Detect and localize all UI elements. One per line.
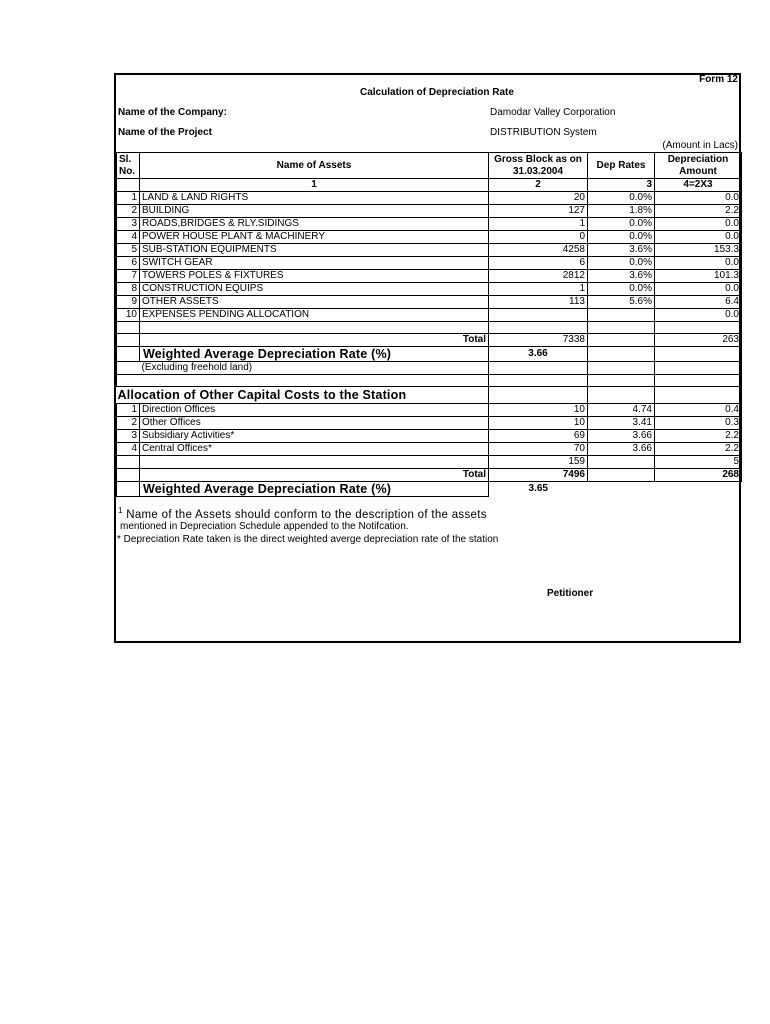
asset-gross: 2812 — [489, 270, 588, 283]
spacer-row — [117, 375, 742, 387]
asset-name: EXPENSES PENDING ALLOCATION — [140, 309, 489, 322]
grand-total-amount: 268 — [655, 469, 742, 482]
asset-row — [117, 218, 742, 231]
asset-row — [117, 205, 742, 218]
amount-header-line1: Depreciation — [667, 153, 729, 165]
asset-sl: 2 — [117, 205, 140, 218]
asset-amount: 0.0 — [655, 257, 742, 270]
wadr2-value: 3.65 — [528, 483, 548, 495]
empty-cell — [588, 362, 655, 375]
rate-header: Dep Rates — [588, 153, 655, 179]
total-label: Total — [140, 334, 489, 347]
alloc-sl: 4 — [117, 443, 140, 456]
sl-header-line2: No. — [119, 165, 136, 177]
asset-amount: 0.0 — [655, 231, 742, 244]
asset-name: LAND & LAND RIGHTS — [140, 192, 489, 205]
alloc-gross: 10 — [489, 404, 588, 417]
col-number-4: 4=2X3 — [655, 179, 742, 192]
alloc-amount: 2.2 — [655, 430, 742, 443]
alloc-rate: 3.66 — [588, 430, 655, 443]
empty-cell — [588, 322, 655, 334]
asset-row — [117, 296, 742, 309]
amount-header — [655, 153, 742, 179]
alloc-subtotal-row — [117, 456, 742, 469]
asset-sl: 10 — [117, 309, 140, 322]
empty-cell — [117, 482, 140, 497]
asset-name: SUB-STATION EQUIPMENTS — [140, 244, 489, 257]
gross-header-line2: 31.03.2004 — [512, 165, 564, 177]
sl-header — [117, 153, 140, 179]
alloc-amount: 2.2 — [655, 443, 742, 456]
excl-note: (Excluding freehold land) — [140, 362, 489, 375]
empty-cell — [655, 347, 742, 362]
footnote3: * Depreciation Rate taken is the direct weighted averge depreciation rate of the station — [117, 534, 499, 545]
empty-cell — [117, 322, 140, 334]
gross-header-line1: Gross Block as on — [494, 153, 582, 165]
empty-cell — [489, 322, 588, 334]
alloc-name: Subsidiary Activities* — [140, 430, 489, 443]
alloc-row — [117, 417, 742, 430]
project-value: DISTRIBUTION System — [490, 127, 597, 138]
asset-sl: 9 — [117, 296, 140, 309]
asset-row — [117, 192, 742, 205]
footnote2: mentioned in Depreciation Schedule appended to the Notifcation. — [120, 521, 409, 532]
col-number-3: 3 — [588, 179, 655, 192]
empty-cell — [117, 469, 140, 482]
project-label: Name of the Project — [118, 127, 212, 138]
total-amount: 263 — [655, 334, 742, 347]
asset-row — [117, 231, 742, 244]
asset-row — [117, 257, 742, 270]
table-body — [117, 153, 742, 497]
total-row — [117, 334, 742, 347]
alloc-heading: Allocation of Other Capital Costs to the Station — [117, 387, 489, 404]
asset-gross — [489, 309, 588, 322]
empty-cell — [489, 362, 588, 375]
amount-header-line2: Amount — [679, 165, 717, 177]
asset-name: ROADS,BRIDGES & RLY.SIDINGS — [140, 218, 489, 231]
asset-gross: 0 — [489, 231, 588, 244]
asset-name: CONSTRUCTION EQUIPS — [140, 283, 489, 296]
asset-gross: 20 — [489, 192, 588, 205]
alloc-sl: 3 — [117, 430, 140, 443]
asset-amount: 0.0 — [655, 283, 742, 296]
asset-rate: 1.8% — [588, 205, 655, 218]
empty-cell — [117, 362, 140, 375]
form-label: Form 12 — [699, 74, 738, 85]
alloc-gross: 10 — [489, 417, 588, 430]
alloc-rate: 3.41 — [588, 417, 655, 430]
asset-name: TOWERS POLES & FIXTURES — [140, 270, 489, 283]
alloc-sub-amount: 5 — [655, 456, 742, 469]
asset-name: SWITCH GEAR — [140, 257, 489, 270]
footnote-line1 — [118, 506, 487, 521]
alloc-row — [117, 404, 742, 417]
alloc-row — [117, 443, 742, 456]
empty-cell — [140, 456, 489, 469]
alloc-sl: 2 — [117, 417, 140, 430]
empty-cell — [117, 334, 140, 347]
empty-cell — [140, 375, 489, 387]
grand-total-row — [117, 469, 742, 482]
asset-gross: 127 — [489, 205, 588, 218]
empty-cell — [588, 387, 655, 404]
empty-cell — [489, 375, 588, 387]
asset-amount: 6.4 — [655, 296, 742, 309]
grand-total-label: Total — [140, 469, 489, 482]
empty-cell — [655, 362, 742, 375]
empty-cell — [117, 456, 140, 469]
wadr-row — [117, 347, 742, 362]
asset-rate: 0.0% — [588, 218, 655, 231]
grand-total-gross: 7496 — [489, 469, 588, 482]
col-number-2: 2 — [489, 179, 588, 192]
empty-cell — [588, 482, 655, 497]
alloc-gross: 69 — [489, 430, 588, 443]
wadr2-row — [117, 482, 742, 497]
asset-gross: 113 — [489, 296, 588, 309]
asset-sl: 5 — [117, 244, 140, 257]
asset-sl: 6 — [117, 257, 140, 270]
empty-cell — [655, 387, 742, 404]
spacer-row — [117, 322, 742, 334]
alloc-rate: 4.74 — [588, 404, 655, 417]
sl-header-line1: Sl. — [119, 153, 132, 165]
col-number-1: 1 — [140, 179, 489, 192]
alloc-gross: 70 — [489, 443, 588, 456]
empty-cell — [655, 482, 742, 497]
depreciation-table — [116, 152, 742, 497]
wadr2-label: Weighted Average Depreciation Rate (%) — [140, 482, 489, 497]
empty-cell — [588, 456, 655, 469]
asset-amount: 101.3 — [655, 270, 742, 283]
asset-name: BUILDING — [140, 205, 489, 218]
asset-gross: 4258 — [489, 244, 588, 257]
gross-header — [489, 153, 588, 179]
empty-cell — [588, 469, 655, 482]
alloc-amount: 0.4 — [655, 404, 742, 417]
asset-sl: 4 — [117, 231, 140, 244]
asset-name: POWER HOUSE PLANT & MACHINERY — [140, 231, 489, 244]
company-label: Name of the Company: — [118, 107, 227, 118]
asset-sl: 7 — [117, 270, 140, 283]
asset-row — [117, 309, 742, 322]
col-number-blank — [117, 179, 140, 192]
alloc-heading-row — [117, 387, 742, 404]
empty-cell — [140, 322, 489, 334]
footnote-mark: 1 — [118, 506, 123, 515]
asset-name: OTHER ASSETS — [140, 296, 489, 309]
asset-rate: 3.6% — [588, 270, 655, 283]
name-header: Name of Assets — [140, 153, 489, 179]
asset-rate: 5.6% — [588, 296, 655, 309]
page-title: Calculation of Depreciation Rate — [360, 87, 514, 98]
wadr-value: 3.66 — [489, 347, 588, 362]
empty-cell — [117, 347, 140, 362]
empty-cell — [655, 375, 742, 387]
alloc-name: Central Offices* — [140, 443, 489, 456]
asset-sl: 3 — [117, 218, 140, 231]
alloc-sl: 1 — [117, 404, 140, 417]
asset-gross: 1 — [489, 218, 588, 231]
asset-rate: 0.0% — [588, 231, 655, 244]
asset-amount: 0.0 — [655, 309, 742, 322]
empty-cell — [655, 322, 742, 334]
amount-note: (Amount in Lacs) — [662, 140, 738, 151]
asset-gross: 6 — [489, 257, 588, 270]
asset-row — [117, 244, 742, 257]
asset-sl: 1 — [117, 192, 140, 205]
asset-row — [117, 283, 742, 296]
alloc-amount: 0.3 — [655, 417, 742, 430]
asset-rate — [588, 309, 655, 322]
asset-rate: 0.0% — [588, 192, 655, 205]
asset-row — [117, 270, 742, 283]
asset-rate: 3.6% — [588, 244, 655, 257]
asset-sl: 8 — [117, 283, 140, 296]
excl-row — [117, 362, 742, 375]
alloc-sub-gross: 159 — [489, 456, 588, 469]
empty-cell — [117, 375, 140, 387]
company-value: Damodar Valley Corporation — [490, 107, 616, 118]
asset-amount: 2.2 — [655, 205, 742, 218]
asset-amount: 0.0 — [655, 192, 742, 205]
alloc-rate: 3.66 — [588, 443, 655, 456]
empty-cell — [588, 334, 655, 347]
asset-amount: 0.0 — [655, 218, 742, 231]
footnote1: Name of the Assets should conform to the description of the assets — [126, 508, 487, 521]
wadr-label: Weighted Average Depreciation Rate (%) — [140, 347, 489, 362]
asset-rate: 0.0% — [588, 283, 655, 296]
alloc-name: Other Offices — [140, 417, 489, 430]
asset-amount: 153.3 — [655, 244, 742, 257]
alloc-name: Direction Offices — [140, 404, 489, 417]
petitioner-label: Petitioner — [547, 588, 594, 599]
empty-cell — [588, 347, 655, 362]
total-gross: 7338 — [489, 334, 588, 347]
asset-rate: 0.0% — [588, 257, 655, 270]
empty-cell — [588, 375, 655, 387]
alloc-row — [117, 430, 742, 443]
empty-cell — [489, 387, 588, 404]
asset-gross: 1 — [489, 283, 588, 296]
